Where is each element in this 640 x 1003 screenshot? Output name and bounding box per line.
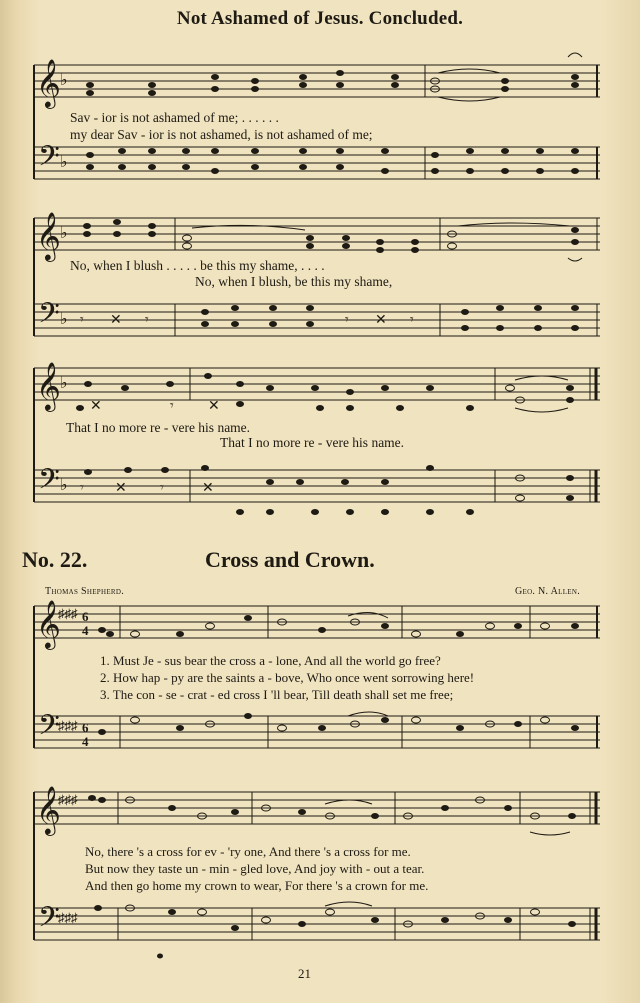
composer-credit: Geo. N. Allen. [514, 586, 580, 597]
svg-text:✕: ✕ [375, 313, 387, 328]
svg-text:𝄞: 𝄞 [36, 361, 61, 410]
time-signature-top: 6 [82, 720, 89, 735]
svg-text:✕: ✕ [110, 313, 122, 328]
svg-text:𝄾: 𝄾 [160, 481, 164, 496]
lyric-line: That I no more re - vere his name. [220, 435, 405, 450]
svg-text:𝄾: 𝄾 [80, 313, 84, 328]
svg-text:♭: ♭ [60, 154, 68, 171]
svg-text:𝄾: 𝄾 [80, 481, 84, 496]
page-title: Not Ashamed of Jesus. Concluded. [176, 8, 464, 29]
music-system-2 [30, 200, 602, 350]
svg-text:𝄢: 𝄢 [38, 901, 60, 941]
svg-text:𝄾: 𝄾 [345, 313, 349, 328]
svg-text:♭: ♭ [60, 477, 68, 494]
lyric-line: my dear Sav - ior is not ashamed, is not ashamed of me; [70, 127, 373, 142]
music-system-3 [30, 352, 602, 522]
svg-text:♭: ♭ [60, 311, 68, 328]
svg-text:𝄞: 𝄞 [36, 211, 61, 260]
svg-text:𝄾: 𝄾 [145, 313, 149, 328]
verse-line-1: No, there 's a cross for ev - 'ry one, And there 's a cross for me. [85, 844, 411, 859]
svg-text:✕: ✕ [202, 481, 214, 496]
time-signature-bottom: 4 [82, 734, 89, 749]
svg-text:𝄞: 𝄞 [36, 58, 61, 107]
svg-text:𝄢: 𝄢 [38, 140, 60, 180]
svg-text:𝄞: 𝄞 [36, 599, 61, 648]
svg-text:✕: ✕ [90, 399, 102, 414]
verse-line-2: But now they taste un - min - gled love, And joy with - out a tear. [85, 861, 425, 876]
time-signature-bottom: 4 [82, 623, 89, 638]
svg-text:𝄢: 𝄢 [38, 463, 60, 503]
svg-text:♯♯♯: ♯♯♯ [58, 910, 78, 925]
svg-text:𝄾: 𝄾 [170, 399, 174, 414]
svg-text:✕: ✕ [208, 399, 220, 414]
svg-text:♯♯♯: ♯♯♯ [58, 606, 78, 621]
svg-text:✕: ✕ [115, 481, 127, 496]
music-system-1 [30, 45, 602, 195]
hymn-title: Cross and Crown. [205, 547, 375, 572]
music-system-4 [30, 598, 602, 768]
time-signature-top: 6 [82, 609, 89, 624]
lyric-line: That I no more re - vere his name. [66, 420, 251, 435]
verse-line-1: 1. Must Je - sus bear the cross a - lone, And all the world go free? [100, 653, 441, 668]
verse-line-3: And then go home my crown to wear, For there 's a crown for me. [85, 878, 429, 893]
svg-text:♭: ♭ [60, 72, 68, 89]
lyric-line: No, when I blush, be this my shame, [195, 274, 393, 289]
verse-line-2: 2. How hap - py are the saints a - bove, Who once went sorrowing here! [100, 670, 475, 685]
lyric-line: No, when I blush . . . . . be this my shame, . . . . [70, 258, 325, 273]
music-system-5 [30, 778, 602, 963]
page-number: 21 [298, 966, 311, 981]
hymn-number: No. 22. [22, 547, 88, 572]
svg-text:𝄾: 𝄾 [410, 313, 414, 328]
svg-text:𝄢: 𝄢 [38, 297, 60, 337]
author-credit: Thomas Shepherd. [45, 586, 125, 597]
lyric-line: Sav - ior is not ashamed of me; . . . . . . [70, 110, 279, 125]
svg-text:𝄞: 𝄞 [36, 785, 61, 834]
svg-text:♭: ♭ [60, 375, 68, 392]
svg-text:♯♯♯: ♯♯♯ [58, 718, 78, 733]
verse-line-3: 3. The con - se - crat - ed cross I 'll bear, Till death shall set me free; [100, 687, 454, 702]
svg-text:𝄢: 𝄢 [38, 709, 60, 749]
svg-text:♯♯♯: ♯♯♯ [58, 792, 78, 807]
svg-text:♭: ♭ [60, 225, 68, 242]
